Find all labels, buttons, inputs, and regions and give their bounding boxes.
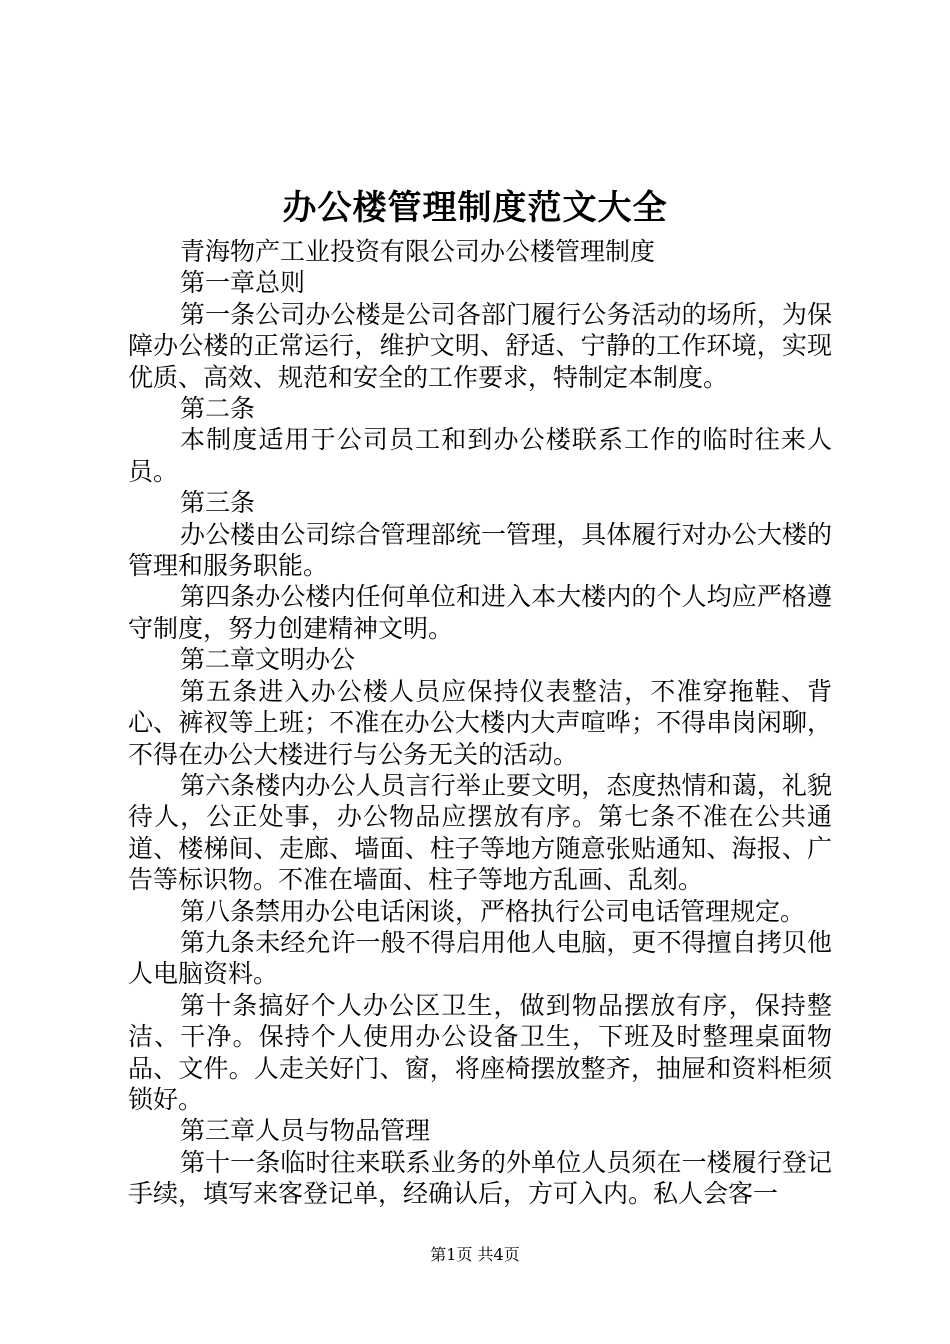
paragraph-article-9: 第九条未经允许一般不得启用他人电脑，更不得擅自拷贝他人电脑资料。: [128, 927, 832, 989]
paragraph-article-11: 第十一条临时往来联系业务的外单位人员须在一楼履行登记手续，填写来客登记单，经确认后，方可入内。私人会客一: [128, 1147, 832, 1209]
paragraph-article-10: 第十条搞好个人办公区卫生，做到物品摆放有序，保持整洁、干净。保持个人使用办公设备卫生，下班及时整理桌面物品、文件。人走关好门、窗，将座椅摆放整齐，抽屉和资料柜须锁好。: [128, 990, 832, 1114]
paragraph-article-1: 第一条公司办公楼是公司各部门履行公务活动的场所，为保障办公楼的正常运行，维护文明、舒适、宁静的工作环境，实现优质、高效、规范和安全的工作要求，特制定本制度。: [128, 299, 832, 392]
paragraph-company-rules: 青海物产工业投资有限公司办公楼管理制度: [180, 237, 656, 266]
paragraph-article-2-heading: 第二条: [180, 394, 256, 424]
paragraph-article-8: 第八条禁用办公电话闲谈，严格执行公司电话管理规定。: [180, 896, 806, 926]
paragraph-article-5: 第五条进入办公楼人员应保持仪表整洁，不准穿拖鞋、背心、裤衩等上班；不准在办公大楼内大声喧哗；不得串岗闲聊，不得在办公大楼进行与公务无关的活动。: [128, 676, 832, 769]
paragraph-chapter-2: 第二章文明办公: [180, 645, 356, 675]
page-footer: 第1页 共4页: [430, 1245, 520, 1264]
paragraph-article-3: 办公楼由公司综合管理部统一管理，具体履行对办公大楼的管理和服务职能。: [128, 519, 832, 581]
paragraph-chapter-3: 第三章人员与物品管理: [180, 1116, 431, 1146]
document-body: [128, 236, 832, 1210]
paragraph-article-4: 第四条办公楼内任何单位和进入本大楼内的个人均应严格遵守制度，努力创建精神文明。: [128, 582, 832, 643]
paragraph-article-2: 本制度适用于公司员工和到办公楼联系工作的临时往来人员。: [128, 425, 832, 486]
document-title: 办公楼管理制度范文大全: [282, 188, 668, 228]
paragraph-chapter-1: 第一章总则: [180, 268, 306, 298]
paragraph-article-6-7: 第六条楼内办公人员言行举止要文明，态度热情和蔼，礼貌待人，公正处事，办公物品应摆放有序。第七条不准在公共通道、楼梯间、走廊、墙面、柱子等地方随意张贴通知、海报、广告等标识物。不准在墙面、柱子等地方乱画、乱刻。: [128, 770, 832, 895]
paragraph-article-3-heading: 第三条: [180, 488, 256, 518]
